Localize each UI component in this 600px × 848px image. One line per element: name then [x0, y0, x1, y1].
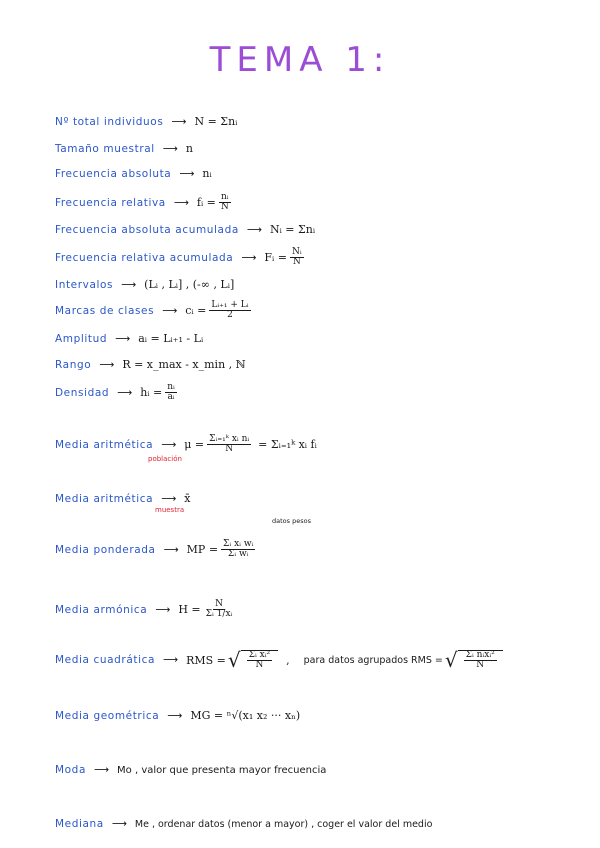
numerator: Σᵢ nᵢxᵢ² — [465, 650, 495, 660]
definition-row — [55, 193, 595, 213]
fraction — [219, 193, 231, 213]
formula — [178, 600, 237, 620]
term-label: Frecuencia absoluta acumulada — [55, 223, 239, 236]
definition-row — [55, 358, 595, 371]
arrow-icon: ⟶ — [111, 818, 127, 830]
formula-lhs: μ = — [184, 438, 205, 452]
arrow-icon: ⟶ — [173, 196, 189, 209]
definition-row — [55, 764, 595, 776]
grouped-label: para datos agrupados RMS = — [303, 654, 443, 666]
numerator: Nᵢ — [291, 247, 302, 257]
fraction — [209, 301, 250, 321]
definition-row — [55, 383, 595, 403]
arrow-icon: ⟶ — [163, 543, 179, 556]
formula — [264, 248, 306, 268]
term-label: Media aritmética — [55, 438, 154, 451]
arrow-icon: ⟶ — [241, 251, 257, 264]
fraction — [247, 651, 273, 671]
arrow-icon: ⟶ — [161, 438, 177, 451]
formula — [186, 650, 503, 671]
formula-lhs: fᵢ = — [196, 196, 216, 210]
definition-row — [55, 248, 595, 268]
denominator: N — [476, 660, 485, 671]
numerator: nᵢ — [221, 192, 229, 202]
formula: Nᵢ = Σnᵢ — [269, 223, 316, 236]
definition-row — [55, 650, 595, 671]
formula-lhs: cᵢ = — [185, 304, 207, 318]
numerator: Lᵢ₊₁ + Lᵢ — [211, 300, 249, 310]
numerator: Σᵢ₌₁ᵏ xᵢ nᵢ — [209, 434, 250, 444]
formula: n — [185, 142, 193, 155]
fraction — [464, 651, 497, 671]
term-label: Rango — [55, 358, 92, 371]
definition-row — [55, 167, 595, 180]
arrow-icon: ⟶ — [162, 142, 178, 155]
term-label: Frecuencia relativa — [55, 196, 166, 209]
formula: (Lᵢ , Lᵢ] , (-∞ , Lᵢ] — [144, 278, 235, 291]
arrow-icon: ⟶ — [93, 764, 110, 776]
formula — [185, 301, 253, 321]
term-label: Amplitud — [55, 332, 108, 345]
fraction — [207, 435, 251, 455]
formula-lhs: MP = — [186, 543, 219, 557]
formula: x̄ — [184, 492, 191, 505]
definition-row — [55, 301, 595, 321]
formula: nᵢ — [202, 167, 212, 180]
formula-lhs: hᵢ = — [140, 386, 163, 400]
term-label: Frecuencia relativa acumulada — [55, 251, 234, 264]
numerator: Σᵢ xᵢ² — [248, 650, 271, 660]
definition-row — [55, 142, 595, 155]
denominator: N — [225, 444, 234, 455]
definition-row — [55, 435, 595, 455]
term-label: Marcas de clases — [55, 304, 155, 317]
term-label: Media aritmética — [55, 492, 154, 505]
square-root — [445, 650, 503, 671]
arrow-icon: ⟶ — [155, 603, 171, 616]
formula: Me , ordenar datos (menor a mayor) , coger el valor del medio — [134, 818, 433, 830]
formula: Mo , valor que presenta mayor frecuencia — [117, 764, 327, 776]
formula — [140, 383, 180, 403]
term-label: Tamaño muestral — [55, 142, 155, 155]
term-label: Media ponderada — [55, 543, 156, 556]
formula-rhs: = Σᵢ₌₁ᵏ xᵢ fᵢ — [258, 438, 317, 452]
arrow-icon: ⟶ — [121, 278, 137, 291]
radical-icon: √ — [227, 648, 241, 673]
fraction — [204, 600, 235, 620]
term-label: Media cuadrática — [55, 654, 155, 667]
definition-row — [55, 818, 595, 830]
definition-row — [55, 540, 595, 560]
annotation-labels: datos pesos — [272, 517, 311, 525]
formula: MG = ⁿ√(x₁ x₂ ··· xₙ) — [190, 709, 301, 722]
term-label: Densidad — [55, 386, 110, 399]
definition-row — [55, 115, 595, 128]
formula: aᵢ = Lᵢ₊₁ - Lᵢ — [138, 332, 204, 345]
term-label: Media geométrica — [55, 709, 160, 722]
separator-comma: , — [286, 653, 290, 667]
formula — [184, 435, 321, 455]
radicand — [458, 650, 503, 671]
annotation-note: muestra — [155, 506, 185, 514]
radicand — [241, 650, 279, 671]
formula — [187, 540, 259, 560]
square-root — [228, 650, 278, 671]
arrow-icon: ⟶ — [163, 654, 179, 667]
term-label: Mediana — [55, 818, 104, 830]
radical-icon: √ — [444, 648, 458, 673]
definition-row — [55, 600, 595, 620]
fraction — [165, 383, 177, 403]
definition-row — [55, 223, 595, 236]
fraction — [221, 540, 255, 560]
page-title: TEMA 1: — [209, 40, 391, 80]
arrow-icon: ⟶ — [246, 223, 262, 236]
formula-lhs: RMS = — [186, 653, 226, 667]
denominator: N — [292, 257, 301, 268]
denominator: N — [220, 202, 229, 213]
term-label: Frecuencia absoluta — [55, 167, 172, 180]
definition-row — [55, 332, 595, 345]
denominator: N — [255, 660, 264, 671]
arrow-icon: ⟶ — [115, 332, 131, 345]
arrow-icon: ⟶ — [99, 358, 115, 371]
formula: N = Σnᵢ — [194, 115, 238, 128]
arrow-icon: ⟶ — [179, 167, 195, 180]
formula: R = x_max - x_min , ℕ — [122, 358, 246, 371]
arrow-icon: ⟶ — [117, 386, 133, 399]
formula-lhs: H = — [178, 603, 201, 617]
definition-row — [55, 278, 595, 291]
denominator: aᵢ — [167, 392, 175, 403]
fraction — [290, 248, 304, 268]
term-label: Intervalos — [55, 278, 114, 291]
formula-lhs: Fᵢ = — [264, 251, 287, 265]
denominator: 2 — [227, 310, 233, 321]
definition-row — [55, 709, 595, 722]
arrow-icon: ⟶ — [167, 709, 183, 722]
arrow-icon: ⟶ — [162, 304, 178, 317]
denominator: Σᵢ 1/xᵢ — [205, 609, 233, 620]
formula — [197, 193, 234, 213]
term-label: Moda — [55, 764, 86, 776]
numerator: N — [215, 599, 223, 609]
denominator: Σᵢ wᵢ — [227, 549, 249, 560]
arrow-icon: ⟶ — [171, 115, 187, 128]
term-label: Nº total individuos — [55, 115, 164, 128]
term-label: Media armónica — [55, 603, 148, 616]
arrow-icon: ⟶ — [161, 492, 177, 505]
annotation-note: población — [148, 455, 182, 463]
numerator: nᵢ — [167, 382, 175, 392]
definition-row — [55, 492, 595, 505]
numerator: Σᵢ xᵢ wᵢ — [223, 539, 254, 549]
